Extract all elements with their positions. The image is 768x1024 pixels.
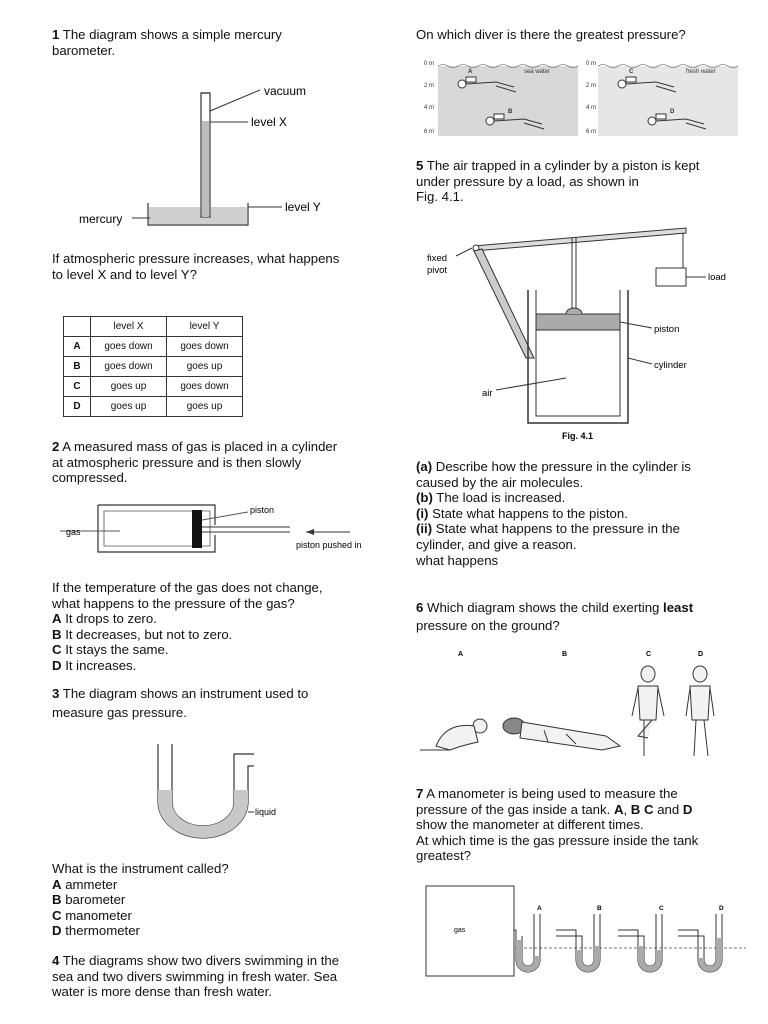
fig-caption: Fig. 4.1 xyxy=(562,431,594,441)
option-b[interactable]: B barometer xyxy=(52,892,126,908)
manometer-diagram xyxy=(416,880,746,990)
q2-number: 2 xyxy=(52,439,60,454)
manometer-b xyxy=(556,914,600,972)
child-crouching xyxy=(420,719,487,750)
gas-cylinder-diagram xyxy=(60,500,380,560)
pose-d-label: D xyxy=(698,651,704,658)
q7-number: 7 xyxy=(416,786,424,801)
air-label: air xyxy=(482,388,493,399)
q1-question: If atmospheric pressure increases, what happens to level X and to level Y? xyxy=(52,251,340,282)
depth-6-label: 6 m xyxy=(424,129,435,135)
gas-label: gas xyxy=(454,927,466,934)
depth-2-label: 2 m xyxy=(586,83,597,89)
q1-intro: 1 The diagram shows a simple mercury barometer. xyxy=(52,27,282,58)
diver-a-label: A xyxy=(468,69,473,75)
q3-number: 3 xyxy=(52,686,60,701)
child-lying xyxy=(503,718,620,750)
option-d[interactable]: D thermometer xyxy=(52,923,140,939)
table-header: level X xyxy=(91,317,167,337)
pose-c-label: C xyxy=(646,651,652,658)
q6-number: 6 xyxy=(416,600,424,615)
diver-d-label: D xyxy=(670,109,675,115)
depth-0-label: 0 m xyxy=(586,61,597,67)
depth-4-label: 4 m xyxy=(586,105,597,111)
q5-number: 5 xyxy=(416,158,424,173)
option-d[interactable]: D It increases. xyxy=(52,657,137,673)
level-x-label: level X xyxy=(251,115,288,129)
option-a[interactable]: A It drops to zero. xyxy=(52,611,157,627)
table-row[interactable]: B goes down goes up xyxy=(64,357,243,377)
q7-intro: 7 A manometer is being used to measure the pressure of the gas inside a tank. A, B C and D show the manometer at different times. At which time is the gas pressure inside the tank greatest? xyxy=(416,786,699,864)
manometer-a xyxy=(514,914,540,972)
child-poses-diagram xyxy=(416,646,736,764)
option-b[interactable]: B It decreases, but not to zero. xyxy=(52,626,233,642)
q4-intro: 4 The diagrams show two divers swimming in the sea and two divers swimming in fresh water. Sea water is more dense than fresh water. xyxy=(52,953,340,1000)
manometer-a-label: A xyxy=(537,905,542,912)
q4-question: On which diver is there the greatest pressure? xyxy=(416,27,686,42)
q1-number: 1 xyxy=(52,27,60,42)
diver-b-label: B xyxy=(508,109,513,115)
option-c[interactable]: C manometer xyxy=(52,907,132,923)
depth-4-label: 4 m xyxy=(424,105,435,111)
q3-intro: 3 The diagram shows an instrument used to measure gas pressure. xyxy=(52,686,309,720)
pose-b-label: B xyxy=(562,651,568,658)
q5-intro: 5 The air trapped in a cylinder by a piston is kept under pressure by a load, as shown in Fig. 4.1. xyxy=(416,158,700,205)
q1-options-table xyxy=(63,316,243,417)
sea-water-label: sea water xyxy=(524,69,551,75)
piston-label: piston xyxy=(250,505,275,515)
diver-c-label: C xyxy=(629,69,634,75)
vacuum-label: vacuum xyxy=(264,84,307,98)
divers-diagram xyxy=(416,56,736,140)
table-row[interactable]: A goes down goes down xyxy=(64,337,243,357)
liquid-label: liquid xyxy=(255,807,277,817)
pose-a-label: A xyxy=(458,651,464,658)
table-header-row xyxy=(64,317,243,337)
barometer-diagram xyxy=(70,85,370,235)
u-tube-diagram xyxy=(150,742,300,842)
pivot-label: pivot xyxy=(427,265,448,276)
option-a[interactable]: A ammeter xyxy=(52,876,118,892)
manometer-c xyxy=(618,914,662,972)
q4-number: 4 xyxy=(52,953,60,968)
q5-parts: (a) Describe how the pressure in the cylinder is caused by the air molecules. (b) The load is increased. (i) State what happens to the piston. (ii) State what happens to the pressure in the cylinder, and give a reason. what happens xyxy=(416,459,691,568)
child-standing xyxy=(686,666,714,756)
table-row[interactable]: C goes up goes down xyxy=(64,377,243,397)
manometer-c-label: C xyxy=(659,905,664,912)
load-label: load xyxy=(708,272,726,283)
option-c[interactable]: C It stays the same. xyxy=(52,642,169,658)
table-header: level Y xyxy=(167,317,243,337)
piston-label: piston xyxy=(654,324,680,335)
table-row[interactable]: D goes up goes up xyxy=(64,397,243,417)
q3-question: What is the instrument called? A ammeter B barometer C manometer D thermometer xyxy=(52,861,229,939)
mercury-label: mercury xyxy=(79,212,123,226)
depth-2-label: 2 m xyxy=(424,83,435,89)
level-y-label: level Y xyxy=(285,200,321,214)
gas-label: gas xyxy=(66,527,81,537)
depth-0-label: 0 m xyxy=(424,61,435,67)
q2-question: If the temperature of the gas does not change, what happens to the pressure of the gas? A It drops to zero. B It decreases, but not to zero. C It stays the same. D It increases. xyxy=(52,580,323,673)
piston-pushed-label: piston pushed in xyxy=(296,540,362,550)
fixed-label: fixed xyxy=(427,253,448,264)
depth-6-label: 6 m xyxy=(586,129,597,135)
manometer-d xyxy=(678,914,722,972)
q2-intro: 2 A measured mass of gas is placed in a cylinder at atmospheric pressure and is then slowly compressed. xyxy=(52,439,338,486)
piston-load-diagram xyxy=(416,218,746,448)
cylinder-label: cylinder xyxy=(654,360,687,371)
manometer-d-label: D xyxy=(719,905,724,912)
child-one-leg xyxy=(632,666,664,756)
fresh-water-label: fresh water xyxy=(686,69,716,75)
q6-intro: 6 Which diagram shows the child exerting least pressure on the ground? xyxy=(416,600,694,633)
manometer-b-label: B xyxy=(597,905,602,912)
